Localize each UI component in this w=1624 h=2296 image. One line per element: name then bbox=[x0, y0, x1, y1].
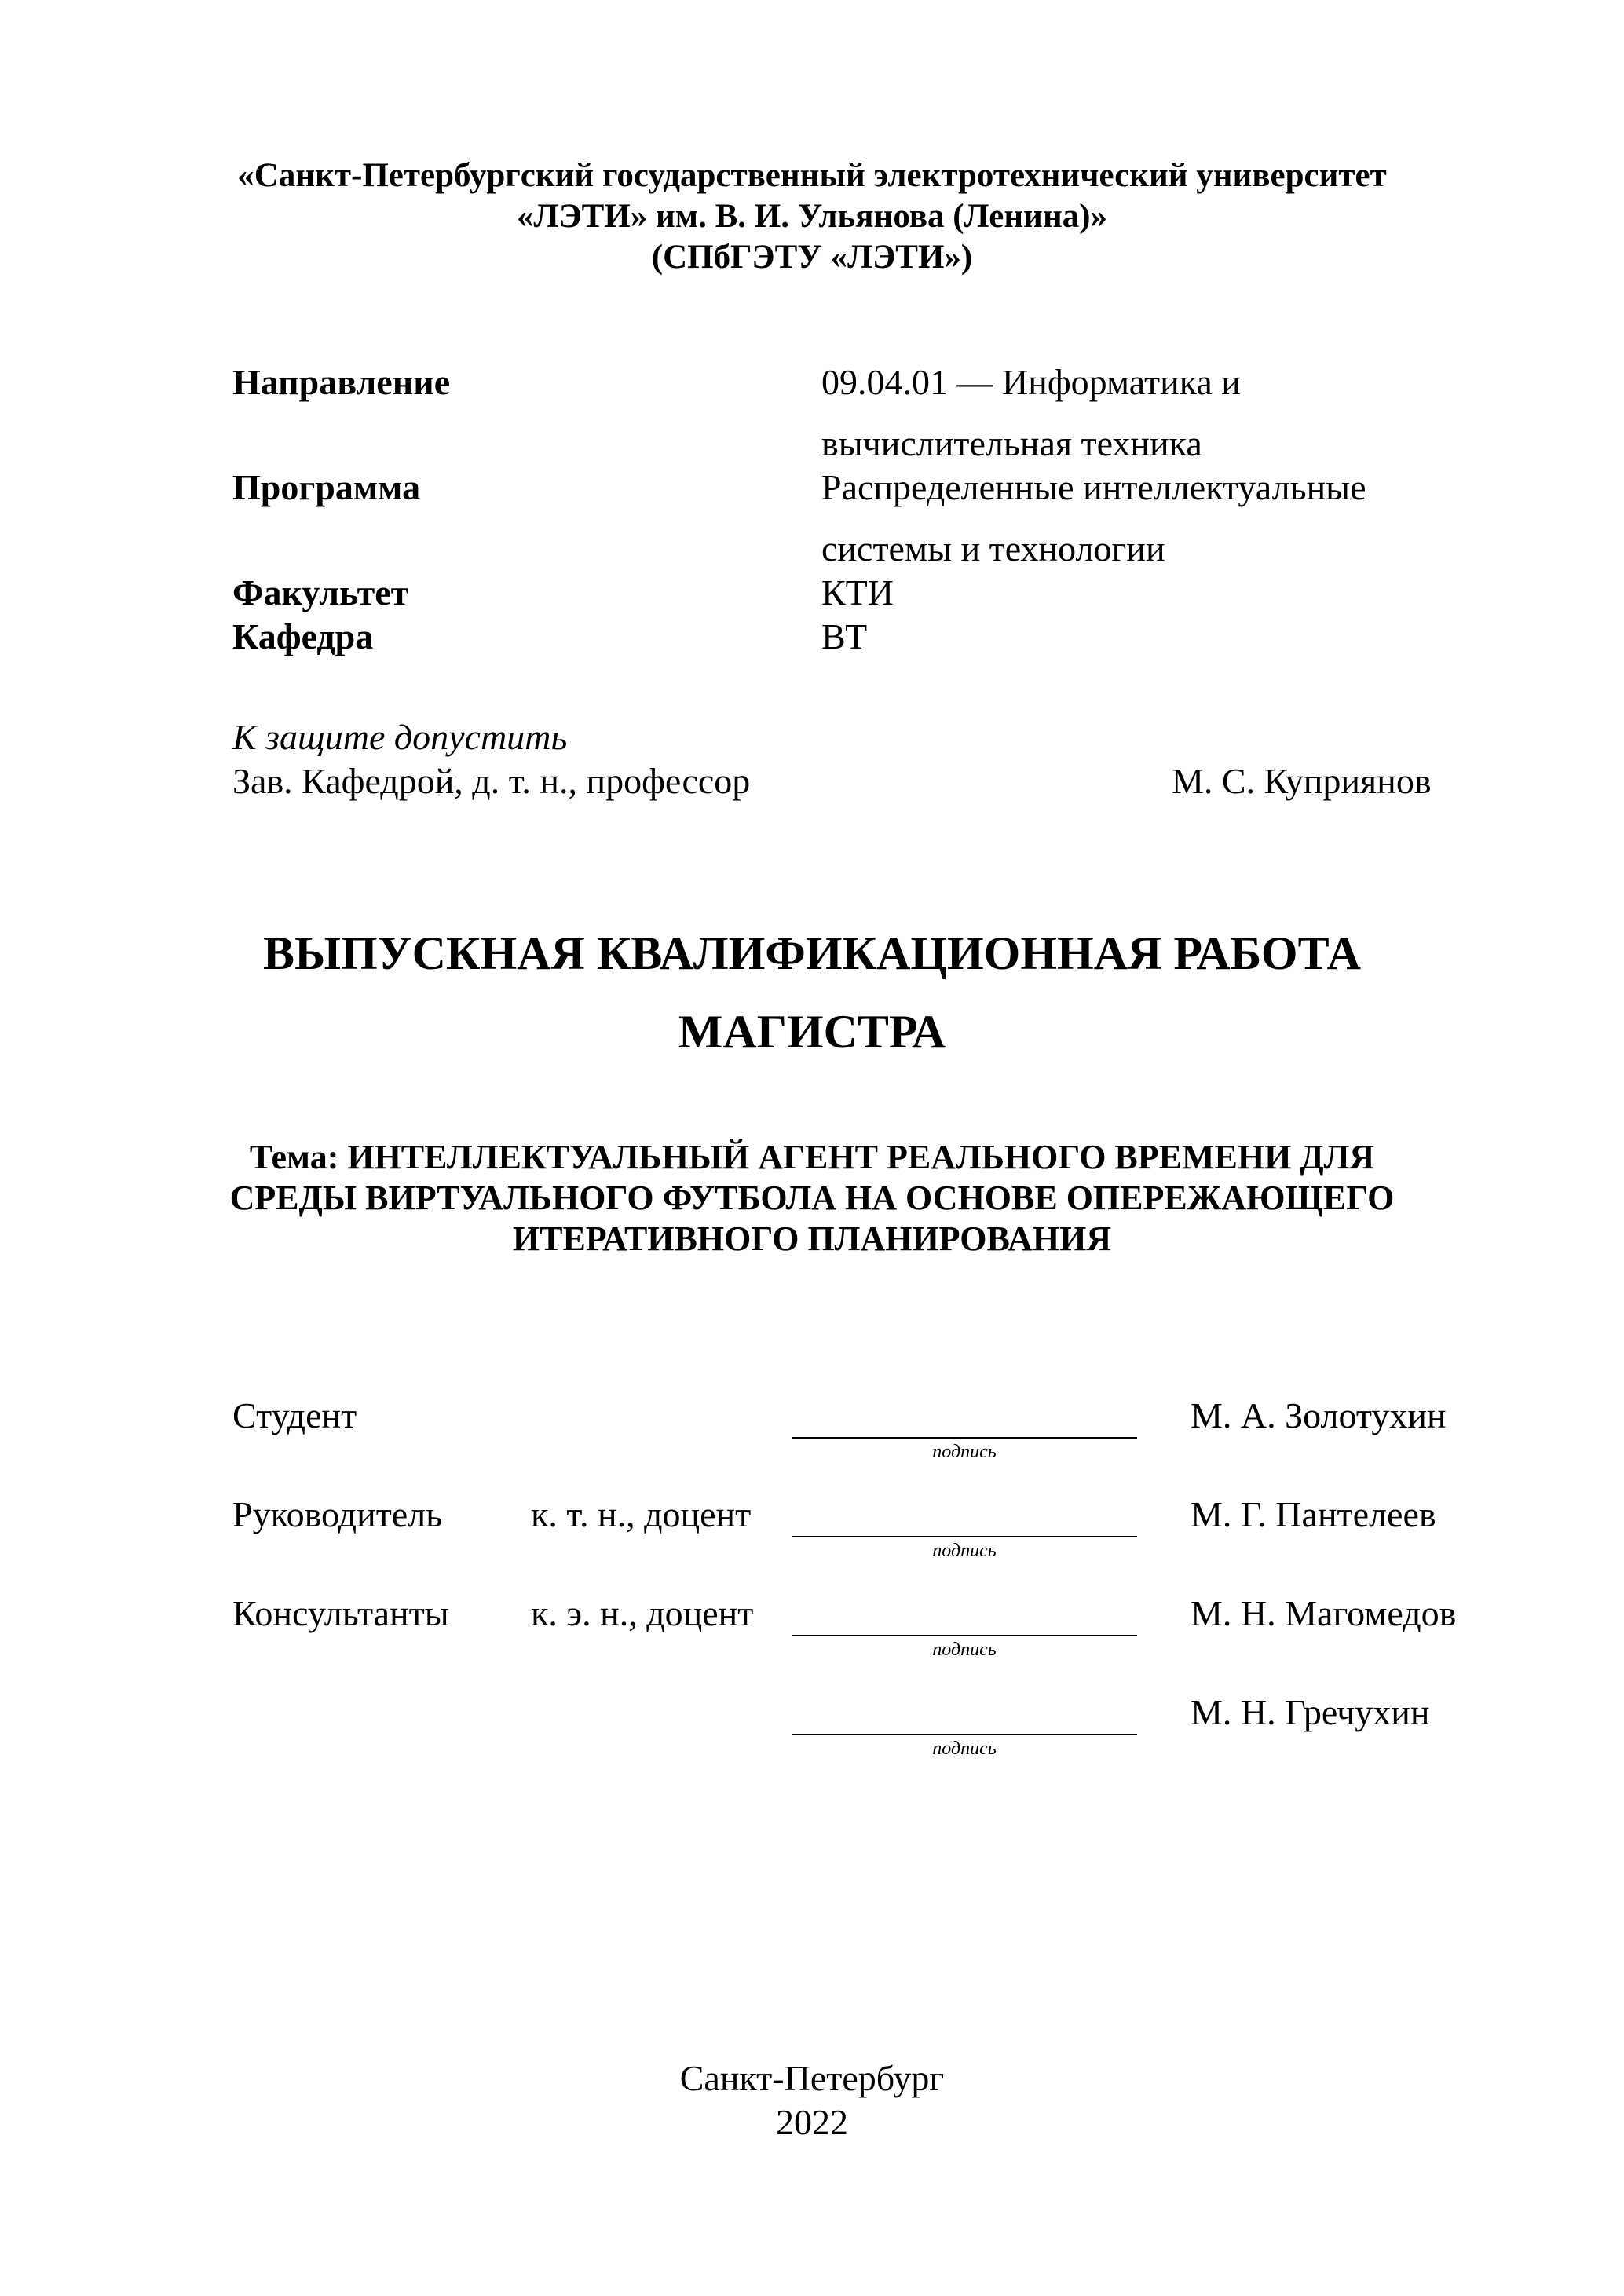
university-name-line1: «Санкт-Петербургский государственный электротехнический университет bbox=[237, 157, 1387, 194]
faculty-label: Факультет bbox=[232, 572, 409, 612]
consultants-role: Консультанты bbox=[232, 1593, 449, 1633]
consultant2-name: М. Н. Гречухин bbox=[1191, 1692, 1430, 1732]
direction-label: Направление bbox=[232, 362, 451, 402]
faculty-value: КТИ bbox=[821, 572, 894, 612]
direction-value-line1: 09.04.01 — Информатика и bbox=[821, 362, 1241, 402]
university-name-line2: «ЛЭТИ» им. В. И. Ульянова (Ленина)» bbox=[516, 198, 1108, 235]
program-value-line2: системы и технологии bbox=[821, 528, 1165, 569]
supervisor-name: М. Г. Пантелеев bbox=[1191, 1494, 1436, 1534]
topic-line2: СРЕДЫ ВИРТУАЛЬНОГО ФУТБОЛА НА ОСНОВЕ ОПЕРЕЖАЮЩЕГО bbox=[229, 1179, 1395, 1217]
supervisor-degree: к. т. н., доцент bbox=[531, 1494, 752, 1534]
approval-caption: К защите допустить bbox=[232, 717, 568, 757]
supervisor-signature-line bbox=[792, 1536, 1137, 1537]
footer-city: Санкт-Петербург bbox=[679, 2058, 945, 2098]
program-value-line1: Распределенные интеллектуальные bbox=[821, 467, 1366, 507]
document-title-line2: МАГИСТРА bbox=[678, 1006, 946, 1058]
consultant2-signature-line bbox=[792, 1734, 1137, 1735]
consultant1-signature-caption: подпись bbox=[932, 1640, 997, 1660]
department-head-name: М. С. Куприянов bbox=[1172, 761, 1432, 801]
student-role: Студент bbox=[232, 1395, 357, 1435]
student-signature-caption: подпись bbox=[932, 1442, 997, 1462]
consultant1-signature-line bbox=[792, 1635, 1137, 1636]
consultant1-name: М. Н. Магомедов bbox=[1191, 1593, 1457, 1633]
student-name: М. А. Золотухин bbox=[1191, 1395, 1447, 1435]
topic-line3: ИТЕРАТИВНОГО ПЛАНИРОВАНИЯ bbox=[512, 1219, 1112, 1258]
student-signature-line bbox=[792, 1437, 1137, 1439]
program-label: Программа bbox=[232, 467, 421, 507]
consultant2-signature-caption: подпись bbox=[932, 1738, 997, 1759]
topic-line1: Тема: ИНТЕЛЛЕКТУАЛЬНЫЙ АГЕНТ РЕАЛЬНОГО ВРЕМЕНИ ДЛЯ bbox=[249, 1138, 1375, 1176]
document-title-line1: ВЫПУСКНАЯ КВАЛИФИКАЦИОННАЯ РАБОТА bbox=[263, 927, 1361, 979]
department-value: ВТ bbox=[821, 616, 868, 656]
consultant1-degree: к. э. н., доцент bbox=[531, 1593, 754, 1633]
direction-value-line2: вычислительная техника bbox=[821, 423, 1202, 463]
supervisor-signature-caption: подпись bbox=[932, 1541, 997, 1561]
department-label: Кафедра bbox=[232, 616, 374, 656]
supervisor-role: Руководитель bbox=[232, 1494, 443, 1534]
university-abbreviation: (СПбГЭТУ «ЛЭТИ») bbox=[651, 239, 973, 276]
department-head-position: Зав. Кафедрой, д. т. н., профессор bbox=[232, 761, 751, 801]
footer-year: 2022 bbox=[776, 2102, 848, 2142]
